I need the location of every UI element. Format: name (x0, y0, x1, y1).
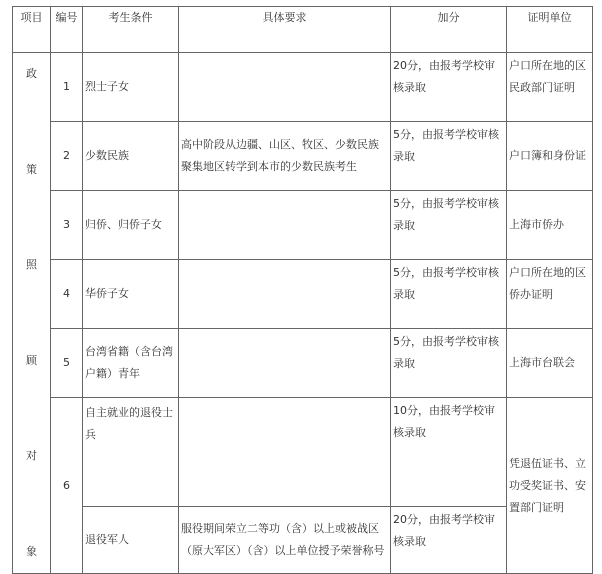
table-row (13, 122, 593, 191)
row-requirement (179, 191, 391, 260)
row-bonus: 10分，由报考学校审核录取 (391, 398, 507, 507)
header-row (13, 7, 593, 53)
header-item: 项目 (13, 7, 51, 53)
row-proof: 户口所在地的区民政部门证明 (507, 53, 593, 122)
table-row (13, 191, 593, 260)
row-proof: 凭退伍证书、立功受奖证书、安置部门证明 (507, 398, 593, 574)
table-row (13, 53, 593, 122)
row-condition: 台湾省籍（含台湾户籍）青年 (83, 329, 179, 398)
header-num: 编号 (51, 7, 83, 53)
row-condition: 华侨子女 (83, 260, 179, 329)
row-bonus: 5分，由报考学校审核录取 (391, 260, 507, 329)
table-row (13, 260, 593, 329)
row-condition: 烈士子女 (83, 53, 179, 122)
table-row (13, 329, 593, 398)
row-condition: 退役军人 (83, 507, 179, 574)
row-condition: 自主就业的退役士兵 (83, 398, 179, 507)
header-condition: 考生条件 (83, 7, 179, 53)
row-proof: 上海市侨办 (507, 191, 593, 260)
row-bonus: 20分，由报考学校审核录取 (391, 53, 507, 122)
row-number: 4 (51, 260, 83, 329)
row-requirement (179, 53, 391, 122)
row-number: 6 (51, 398, 83, 574)
row-condition: 归侨、归侨子女 (83, 191, 179, 260)
row-bonus: 20分，由报考学校审核录取 (391, 507, 507, 574)
row-bonus: 5分，由报考学校审核录取 (391, 191, 507, 260)
row-requirement (179, 398, 391, 507)
item-char: 象 (26, 544, 37, 558)
row-requirement: 高中阶段从边疆、山区、牧区、少数民族聚集地区转学到本市的少数民族考生 (179, 122, 391, 191)
item-label-vertical (13, 53, 50, 573)
row-number: 5 (51, 329, 83, 398)
row-proof: 户口簿和身份证 (507, 122, 593, 191)
item-char: 政 (26, 67, 37, 80)
header-proof: 证明单位 (507, 7, 593, 53)
row-proof: 上海市台联会 (507, 329, 593, 398)
row-requirement: 服役期间荣立二等功（含）以上或被战区（原大军区）（含）以上单位授予荣誉称号 (179, 507, 391, 574)
item-cell (13, 53, 51, 574)
row-bonus: 5分，由报考学校审核录取 (391, 122, 507, 191)
row-number: 2 (51, 122, 83, 191)
item-char: 策 (26, 162, 37, 176)
header-bonus: 加分 (391, 7, 507, 53)
item-char: 顾 (26, 353, 37, 367)
item-char: 照 (26, 258, 37, 272)
row-condition: 少数民族 (83, 122, 179, 191)
row-number: 3 (51, 191, 83, 260)
header-requirement: 具体要求 (179, 7, 391, 53)
policy-table (12, 6, 593, 574)
table-row (13, 507, 593, 574)
row-number: 1 (51, 53, 83, 122)
row-proof: 户口所在地的区侨办证明 (507, 260, 593, 329)
table-row (13, 398, 593, 507)
item-char: 对 (26, 449, 37, 463)
row-bonus: 5分，由报考学校审核录取 (391, 329, 507, 398)
row-requirement (179, 260, 391, 329)
row-requirement (179, 329, 391, 398)
